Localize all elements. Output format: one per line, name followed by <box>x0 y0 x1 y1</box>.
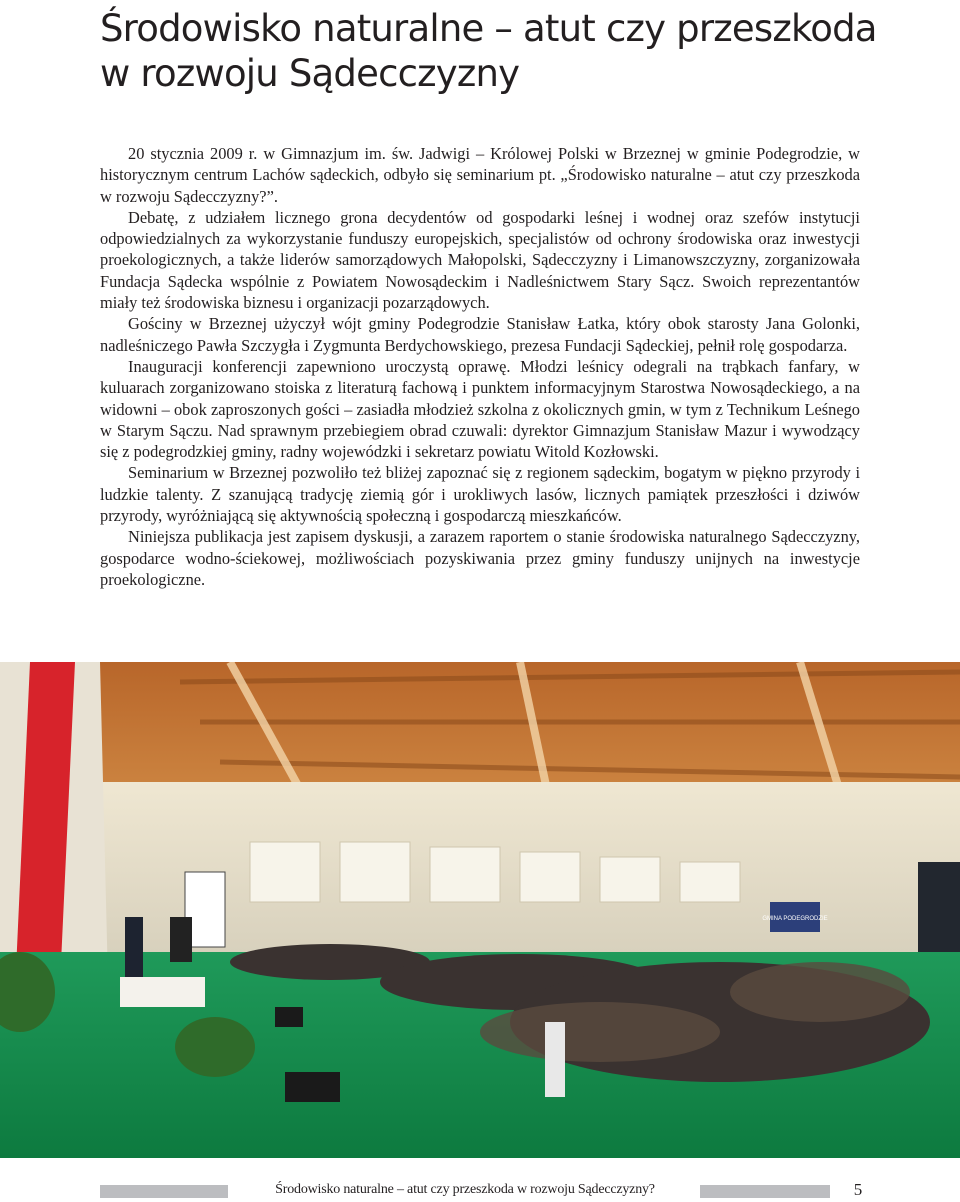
paragraph-hosts: Gościny w Brzeznej użyczył wójt gminy Podegrodzie Stanisław Łatka, który obok starosty Jana Golonki, nadleśniczego Pawła Szczygła i Zygmunta Berdychowskiego, prezesa Fundacji Sądeckiej, pełnił rolę gospodarza. <box>100 314 860 355</box>
footer-bar-right <box>700 1185 830 1198</box>
paragraph-region: Seminarium w Brzeznej pozwoliło też bliżej zapoznać się z regionem sądeckim, bogatym w piękno przyrody i ludzkie talenty. Z szanującą tradycję ziemią gór i urokliwych lasów, licznych pamiątek przeszłości i dziwów przyrody, wyróżniającą się aktywnością społeczną i gospodarczą mieszkańców. <box>100 463 860 526</box>
title-line-1: Środowisko naturalne – atut czy przeszkoda <box>100 7 877 50</box>
footer-bar-left <box>100 1185 228 1198</box>
title-line-2: w rozwoju Sądecczyzny <box>100 52 520 95</box>
photo-banner-text: GMINA PODEGRODZIE <box>762 916 828 922</box>
paragraph-intro: 20 stycznia 2009 r. w Gimnazjum im. św. Jadwigi – Królowej Polski w Brzeznej w gminie Podegrodzie, w historycznym centrum Lachów sądeckich, odbyło się seminarium pt. „Środowisko naturalne – atut czy przeszkoda w rozwoju Sądecczyzny?”. <box>100 144 860 206</box>
article-body <box>100 143 860 590</box>
page-title <box>100 6 940 96</box>
page-number: 5 <box>853 1180 863 1199</box>
conference-hall-photo <box>0 662 960 1158</box>
paragraph-debate: Debatę, z udziałem licznego grona decydentów od gospodarki leśnej i wodnej oraz szefów instytucji odpowiedzialnych za wykorzystanie funduszy europejskich, specjalistów od ochrony środowiska oraz inwestycji proekologicznych, a także liderów samorządowych Małopolski, Sądecczyzny i Limanowszczyzny, zorganizowała Fundacja Sądecka wspólnie z Powiatem Nowosądeckim i Nadleśnictwem Stary Sącz. Swoich reprezentantów miały też środowiska biznesu i organizacji pozarządowych. <box>100 207 860 313</box>
footer-running-title: Środowisko naturalne – atut czy przeszkoda w rozwoju Sądecczyzny? <box>275 1182 655 1197</box>
page-footer <box>0 1178 960 1202</box>
paragraph-publication: Niniejsza publikacja jest zapisem dyskusji, a zarazem raportem o stanie środowiska naturalnego Sądecczyzny, gospodarce wodno-ściekowej, możliwościach pozyskiwania przez gminy funduszy unijnych na inwestycje proekologiczne. <box>100 527 860 589</box>
paragraph-inauguration: Inauguracji konferencji zapewniono uroczystą oprawę. Młodzi leśnicy odegrali na trąbkach fanfary, w kuluarach zorganizowano stoiska z literaturą fachową i punktem informacyjnym Starostwa Nowosądeckiego, a na widowni – obok zaproszonych gości – zasiadła młodzież szkolna z okolicznych gmin, w tym z Technikum Leśnego w Starym Sączu. Nad sprawnym przebiegiem obrad czuwali: dyrektor Gimnazjum Stanisław Mazur i wywodzący się z podegrodzkiej gminy, radny wojewódzki i sekretarz powiatu Witold Kozłowski. <box>100 356 860 462</box>
